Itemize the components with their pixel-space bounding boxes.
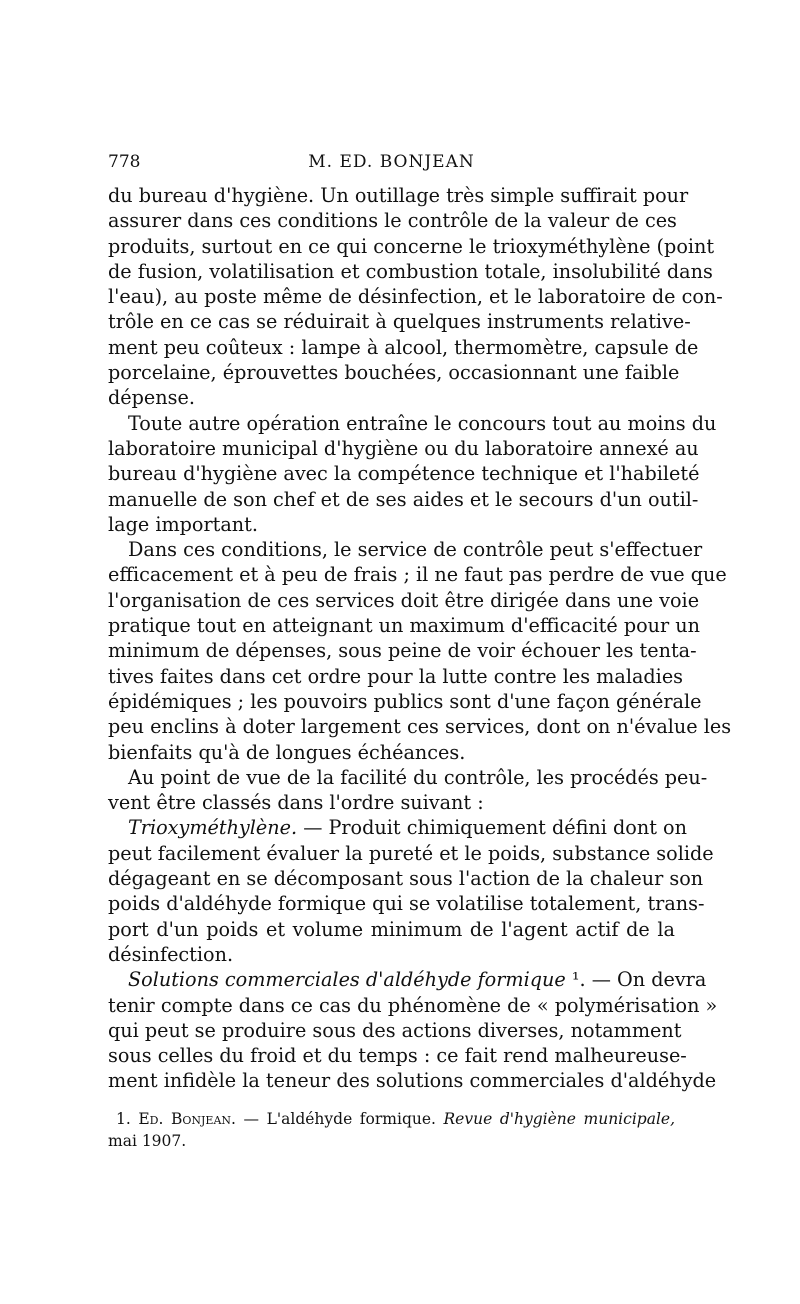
text-line	[108, 967, 707, 992]
text-line: tives faites dans cet ordre pour la lutte contre les maladies	[108, 664, 684, 688]
text-line: assurer dans ces conditions le contrôle de la valeur de ces	[108, 209, 677, 233]
text-line: sous celles du froid et du temps : ce fait rend malheureuse-	[108, 1044, 687, 1068]
footnote-text: — L'aldéhyde formique.	[235, 1110, 444, 1128]
term-solutions: Solutions commerciales d'aldéhyde formique	[128, 968, 566, 992]
text-line: du bureau d'hygiène. Un outillage très simple suffirait pour	[108, 184, 689, 207]
text-line: dépense.	[108, 386, 195, 410]
footnote-marker: 1.	[116, 1110, 131, 1128]
text-line: peut facilement évaluer la pureté et le poids, substance solide	[108, 841, 714, 865]
text-line: Dans ces conditions, le service de contrôle peut s'effectuer	[128, 538, 703, 562]
text-line: pratique tout en atteignant un maximum d'efficacité pour un	[108, 614, 701, 638]
page-number: 778	[108, 152, 141, 172]
text-line: désinfection.	[108, 942, 234, 966]
footnote-line	[108, 1108, 675, 1130]
text-line: tenir compte dans ce cas du phénomène de « polymérisation »	[108, 993, 718, 1017]
text-line: ment peu coûteux : lampe à alcool, thermomètre, capsule de	[108, 335, 699, 359]
text-line: bienfaits qu'à de longues échéances.	[108, 740, 466, 764]
text-line: qui peut se produire sous des actions diverses, notamment	[108, 1018, 682, 1042]
text-line: peu enclins à doter largement ces services, dont on n'évalue les	[108, 715, 732, 739]
footnote	[108, 1108, 675, 1152]
text-line: épidémiques ; les pouvoirs publics sont d'une façon générale	[108, 689, 702, 713]
text-line: porcelaine, éprouvettes bouchées, occasionnant une faible	[108, 361, 680, 385]
text-line: Toute autre opération entraîne le concours tout au moins du	[128, 411, 717, 435]
text-line: laboratoire municipal d'hygiène ou du laboratoire annexé au	[108, 436, 699, 460]
text-line: l'eau), au poste même de désinfection, et le laboratoire de con-	[108, 285, 723, 309]
text-line: minimum de dépenses, sous peine de voir échouer les tenta-	[108, 639, 697, 663]
text-line: l'organisation de ces services doit être dirigée dans une voie	[108, 588, 700, 612]
footnote-journal: Revue d'hygiène municipale,	[443, 1110, 675, 1128]
text-line: lage important.	[108, 512, 258, 536]
running-title: M. ED. BONJEAN	[308, 152, 475, 172]
text-line: vent être classés dans l'ordre suivant :	[108, 791, 484, 815]
term-trioxymethylene: Trioxyméthylène.	[128, 816, 298, 840]
text-span: — Produit chimiquement défini dont on	[297, 816, 687, 840]
text-line: port d'un poids et volume minimum de l'agent actif de la	[108, 917, 675, 941]
text-line: dégageant en se décomposant sous l'action de la chaleur son	[108, 867, 704, 891]
text-line: manuelle de son chef et de ses aides et le secours d'un outil-	[108, 487, 699, 511]
page-header	[108, 152, 675, 176]
body-text	[108, 183, 732, 1094]
text-line: de fusion, volatilisation et combustion totale, insolubilité dans	[108, 259, 713, 283]
text-line: bureau d'hygiène avec la compétence technique et l'habileté	[108, 462, 700, 486]
text-line: trôle en ce cas se réduirait à quelques instruments relative-	[108, 310, 691, 334]
text-line: Au point de vue de la facilité du contrôle, les procédés peu-	[128, 765, 708, 789]
text-line: poids d'aldéhyde formique qui se volatilise totalement, trans-	[108, 892, 705, 916]
text-line: produits, surtout en ce qui concerne le trioxyméthylène (point	[108, 234, 715, 258]
text-line	[108, 815, 687, 840]
text-line: efficacement et à peu de frais ; il ne faut pas perdre de vue que	[108, 563, 727, 587]
text-line: ment infidèle la teneur des solutions commerciales d'aldéhyde	[108, 1069, 717, 1093]
footnote-line: mai 1907.	[108, 1132, 187, 1150]
text-span: ¹. — On devra	[565, 968, 707, 992]
footnote-author: Ed. Bonjean.	[138, 1110, 236, 1128]
